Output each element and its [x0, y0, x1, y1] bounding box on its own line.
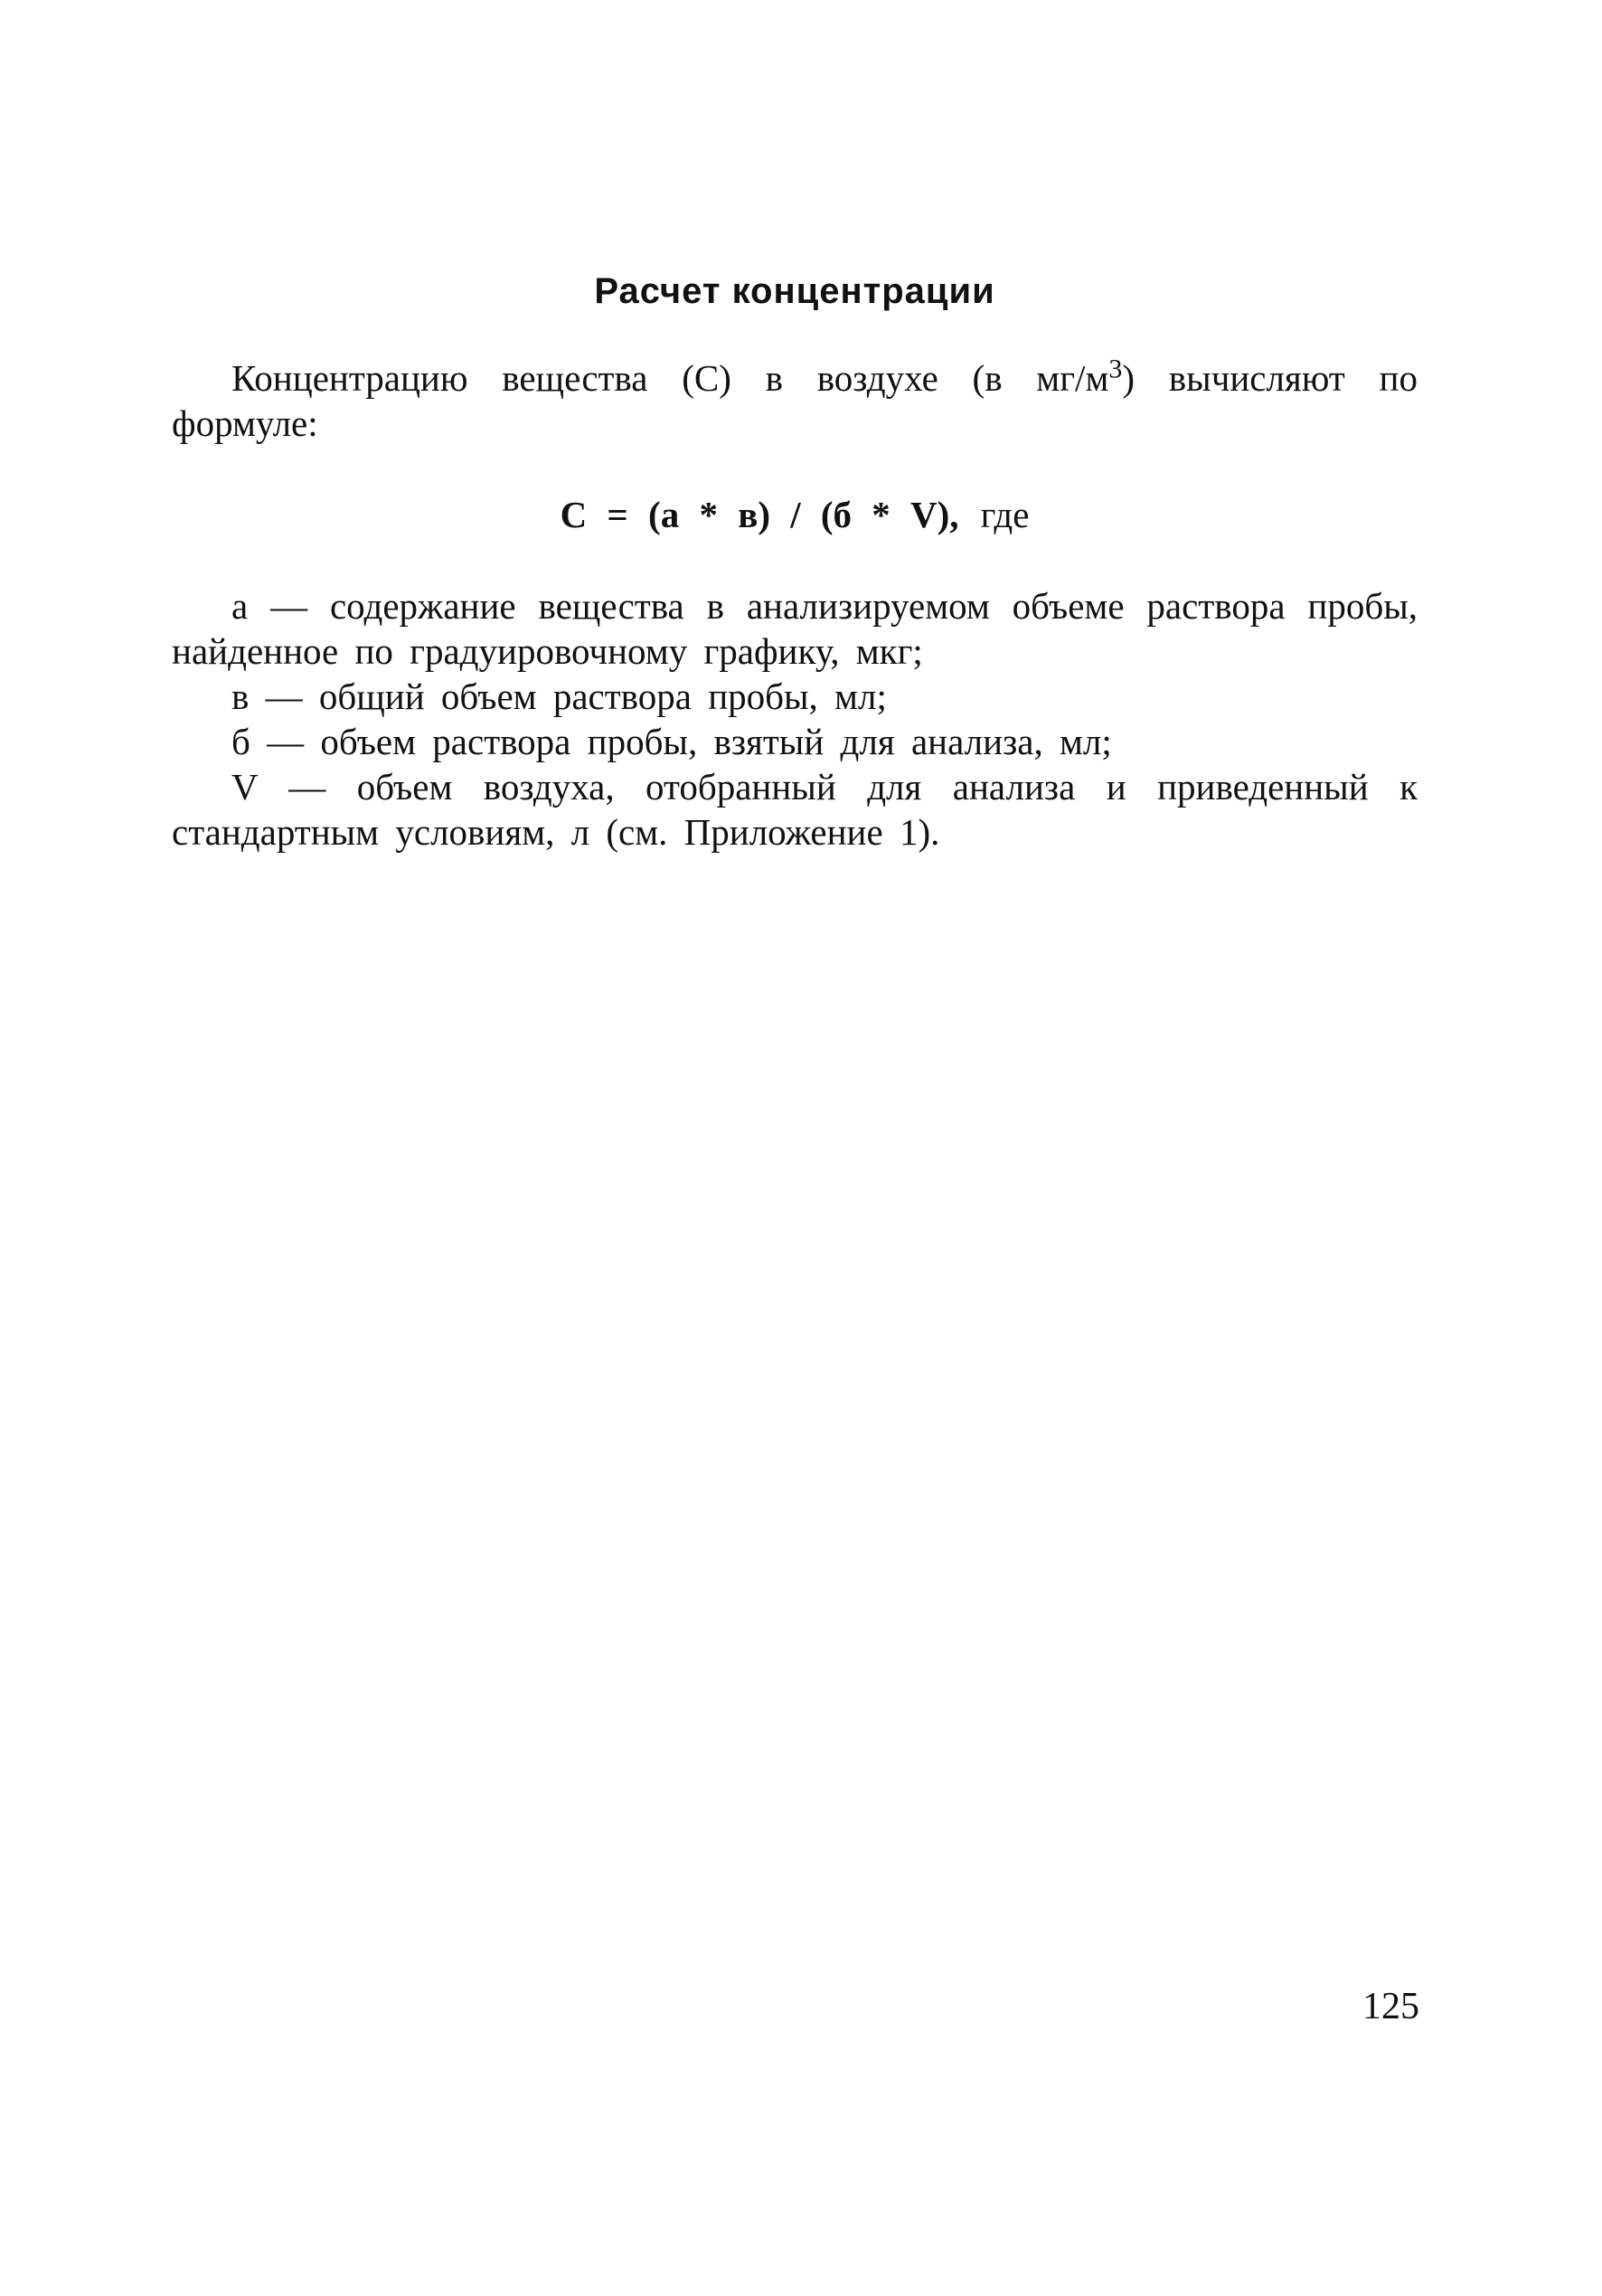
definition-a: а — содержание вещества в анализируемом объеме раствора пробы, найденное по градуировочному графику, мкг;	[172, 585, 1418, 672]
concentration-formula	[172, 493, 1418, 536]
definition-air-volume: V — объем воздуха, отобранный для анализа и приведенный к стандартным условиям, л (см. Приложение 1).	[172, 766, 1418, 853]
page-content	[172, 271, 1418, 855]
definition-b: б — объем раствора пробы, взятый для анализа, мл;	[231, 721, 1112, 762]
formula-expression: С = (а * в) / (б * V),	[560, 494, 959, 535]
page-number: 125	[1362, 1986, 1419, 2027]
section-title: Расчет концентрации	[594, 271, 995, 311]
unit-exponent: 3	[1108, 354, 1123, 384]
intro-paragraph	[172, 355, 1418, 446]
intro-text-end: ) вычисляют по формуле:	[172, 357, 1418, 444]
formula-where: где	[980, 494, 1030, 535]
definition-v-small: в — общий объем раствора пробы, мл;	[231, 676, 887, 717]
variable-definitions	[172, 583, 1418, 855]
intro-text: Концентрацию вещества (С) в воздухе (в мг/м	[231, 357, 1109, 399]
